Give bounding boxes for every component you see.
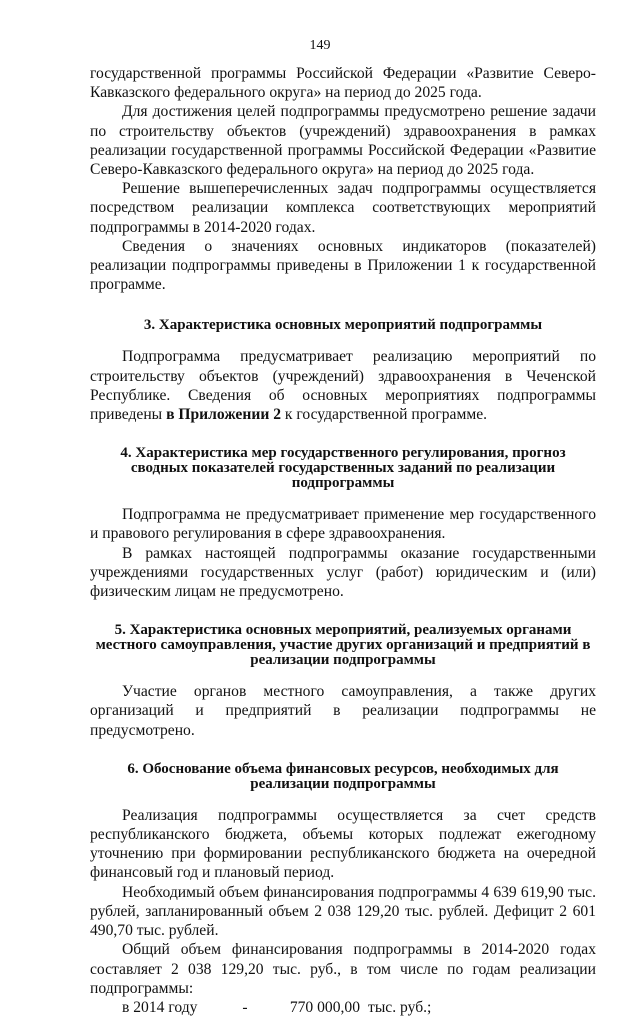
- section-3-paragraph: [90, 347, 596, 424]
- section-6-heading: 6. Обоснование объема финансовых ресурсов, необходимых для реализации подпрограммы: [127, 760, 559, 792]
- section-3-text-end: к государственной программе.: [281, 406, 488, 424]
- funding-dash: -: [242, 998, 248, 1016]
- intro-paragraph-4: Сведения о значениях основных индикаторов (показателей) реализации подпрограммы приведены в Приложении 1 к государственной программе.: [90, 237, 596, 294]
- intro-paragraph-3: Решение вышеперечисленных задач подпрограммы осуществляется посредством реализации комплекса соответствующих мероприятий подпрограммы в 2014-2020 годах.: [90, 180, 596, 236]
- section-4-heading: 4. Характеристика мер государственного регулирования, прогноз сводных показателей государственных заданий по реализации подпрограммы: [120, 445, 566, 492]
- page-number: 149: [309, 38, 331, 53]
- section-6-paragraph-1: Реализация подпрограммы осуществляется за счет средств республиканского бюджета, объемы которых подлежат ежегодному уточнению при формировании республиканского бюджета на очередной финансовый год и плановый период.: [90, 806, 596, 882]
- funding-amount: 770 000,00: [289, 998, 360, 1016]
- section-5-heading: 5. Характеристика основных мероприятий, реализуемых органами местного самоуправления, участие других организаций и предприятий в реализации подпрограммы: [95, 622, 591, 669]
- intro-paragraph-1: государственной программы Российской Федерации «Развитие Северо-Кавказского федерального округа» на период до 2025 года.: [90, 65, 596, 102]
- intro-paragraph-2: Для достижения целей подпрограммы предусмотрено решение задачи по строительству объектов (учреждений) здравоохранения в рамках реализации государственной программы Российской Федерации «Развитие Северо-Кавказского федерального округа» на период до 2025 года.: [90, 103, 596, 179]
- funding-year-line: [90, 998, 596, 1017]
- section-6-paragraph-2: Необходимый объем финансирования подпрограммы 4 639 619,90 тыс. рублей, запланированный объем 2 038 129,20 тыс. рублей. Дефицит 2 601 490,70 тыс. рублей.: [90, 883, 596, 940]
- section-6-paragraph-3: Общий объем финансирования подпрограммы в 2014-2020 годах составляет 2 038 129,20 тыс. руб., в том числе по годам реализации подпрограммы:: [90, 941, 596, 997]
- section-4-paragraph-1: Подпрограмма не предусматривает применение мер государственного и правового регулирования в сфере здравоохранения.: [90, 506, 596, 543]
- section-5-paragraph-1: Участие органов местного самоуправления, а также других организаций и предприятий в реализации подпрограммы не предусмотрено.: [90, 683, 596, 739]
- section-3-heading: 3. Характеристика основных мероприятий подпрограммы: [143, 317, 543, 334]
- funding-year: в 2014 году: [122, 998, 198, 1016]
- funding-unit: тыс. руб.;: [368, 998, 432, 1016]
- section-4-paragraph-2: В рамках настоящей подпрограммы оказание государственными учреждениями государственных услуг (работ) юридическим и (или) физическим лицам не предусмотрено.: [90, 544, 596, 601]
- document-body: [90, 64, 596, 1017]
- appendix-2-reference: в Приложении 2: [166, 406, 281, 424]
- section-3-text-start: Подпрограмма предусматривает реализацию мероприятий по строительству объектов (учреждений) здравоохранения в Чеченской Республике. Сведения об основных мероприятиях подпрограммы приведены: [90, 348, 596, 424]
